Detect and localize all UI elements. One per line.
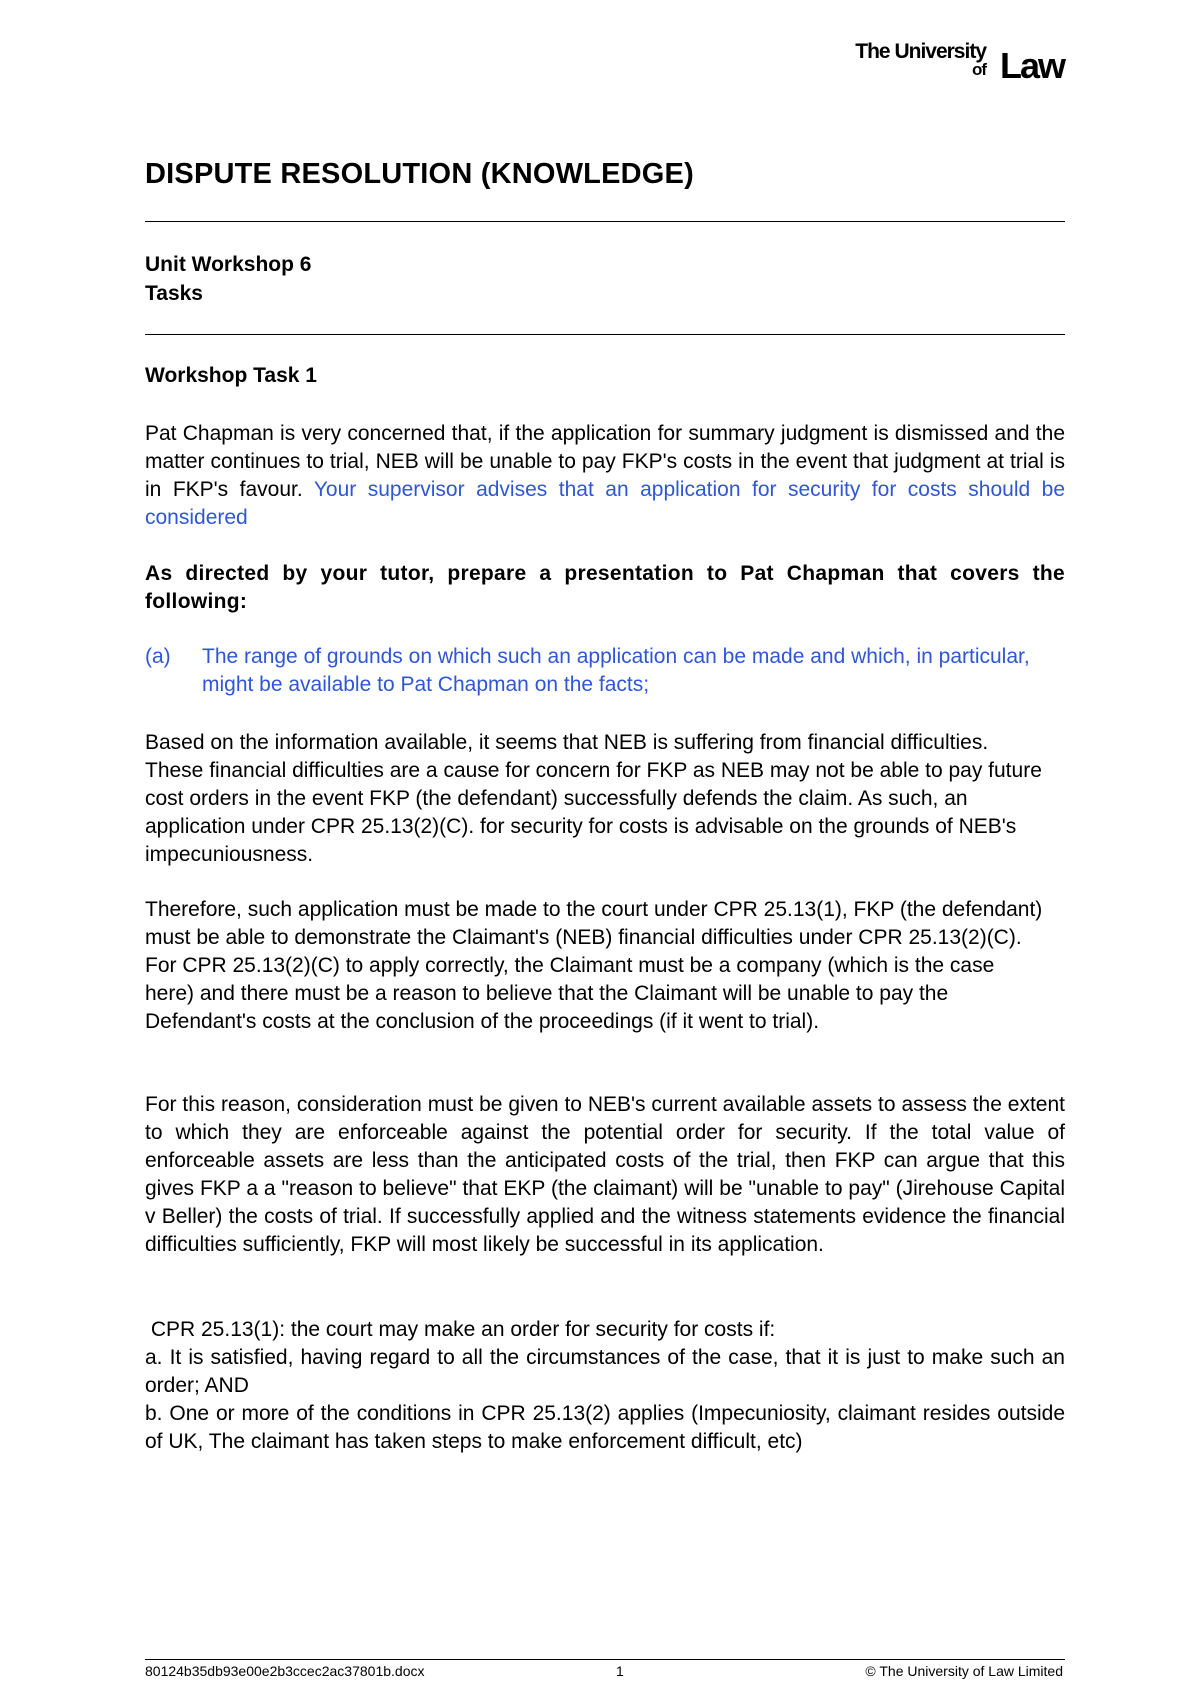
answer-paragraph-2: Therefore, such application must be made to the court under CPR 25.13(1), FKP (the defendant) must be able to demonstrate the Claimant's (NEB) financial difficulties under CPR 25.13(2)(C). For CPR 25.13(2)(C) to apply correctly, the Claimant must be a company (which is the case here) and there must be a reason to believe that the Claimant will be unable to pay the Defendant's costs at the conclusion of the proceedings (if it went to trial). <box>145 898 1043 1033</box>
footer-page-number: 1 <box>616 1663 624 1679</box>
unit-subtitle: Tasks <box>145 282 203 305</box>
item-a-label: (a) <box>145 645 171 668</box>
task-intro <box>145 420 1065 532</box>
footer-copyright: © The University of Law Limited <box>865 1663 1063 1679</box>
footer-divider <box>145 1659 1065 1660</box>
unit-title: Unit Workshop 6 <box>145 253 312 276</box>
logo-text-line1: The University <box>855 40 986 63</box>
cpr-condition-a: a. It is satisfied, having regard to all the circumstances of the case, that it is just to make such an order; AND <box>145 1346 1065 1397</box>
answer-paragraph-4 <box>145 1316 1065 1456</box>
footer-filename: 80124b35db93e00e2b3ccec2ac37801b.docx <box>145 1663 425 1679</box>
answer-paragraph-3: For this reason, consideration must be given to NEB's current available assets to assess the extent to which they are enforceable against the potential order for security. If the total value of enforceable assets are less than the anticipated costs of the trial, then FKP can argue that this gives FKP a a "reason to believe" that EKP (the claimant) will be "unable to pay" (Jirehouse Capital v Beller) the costs of trial. If successfully applied and the witness statements evidence the financial difficulties sufficiently, FKP will most likely be successful in its application. <box>145 1093 1065 1256</box>
logo-text-law: Law <box>999 45 1064 86</box>
task-instruction: As directed by your tutor, prepare a presentation to Pat Chapman that covers the following: <box>145 562 1065 613</box>
university-logo <box>855 40 1064 86</box>
unit-heading <box>145 250 1065 308</box>
task-heading: Workshop Task 1 <box>145 364 317 387</box>
item-a-text: The range of grounds on which such an application can be made and which, in particular, might be available to Pat Chapman on the facts; <box>202 645 1030 696</box>
answer-paragraph-1: Based on the information available, it seems that NEB is suffering from financial difficulties. These financial difficulties are a cause for concern for FKP as NEB may not be able to pay future cost orders in the event FKP (the defendant) successfully defends the claim. As such, an application under CPR 25.13(2)(C). for security for costs is advisable on the grounds of NEB's impecuniousness. <box>145 731 1042 866</box>
title-divider <box>145 221 1065 222</box>
task-intro-text: Pat Chapman is very concerned that, if the application for summary judgment is dismissed and the matter continues to trial, NEB will be unable to pay FKP's costs in the event that judgment at trial is in FKP's favour. <box>145 422 1065 501</box>
unit-divider <box>145 334 1065 335</box>
document-title: DISPUTE RESOLUTION (KNOWLEDGE) <box>145 158 694 190</box>
cpr-rule-intro: CPR 25.13(1): the court may make an order for security for costs if: <box>145 1318 776 1341</box>
supervisor-advice: Your supervisor advises that an application for security for costs should be considered <box>145 478 1066 529</box>
cpr-condition-b: b. One or more of the conditions in CPR 25.13(2) applies (Impecuniosity, claimant resides outside of UK, The claimant has taken steps to make enforcement difficult, etc) <box>145 1402 1065 1453</box>
logo-text-of: of <box>971 60 986 79</box>
